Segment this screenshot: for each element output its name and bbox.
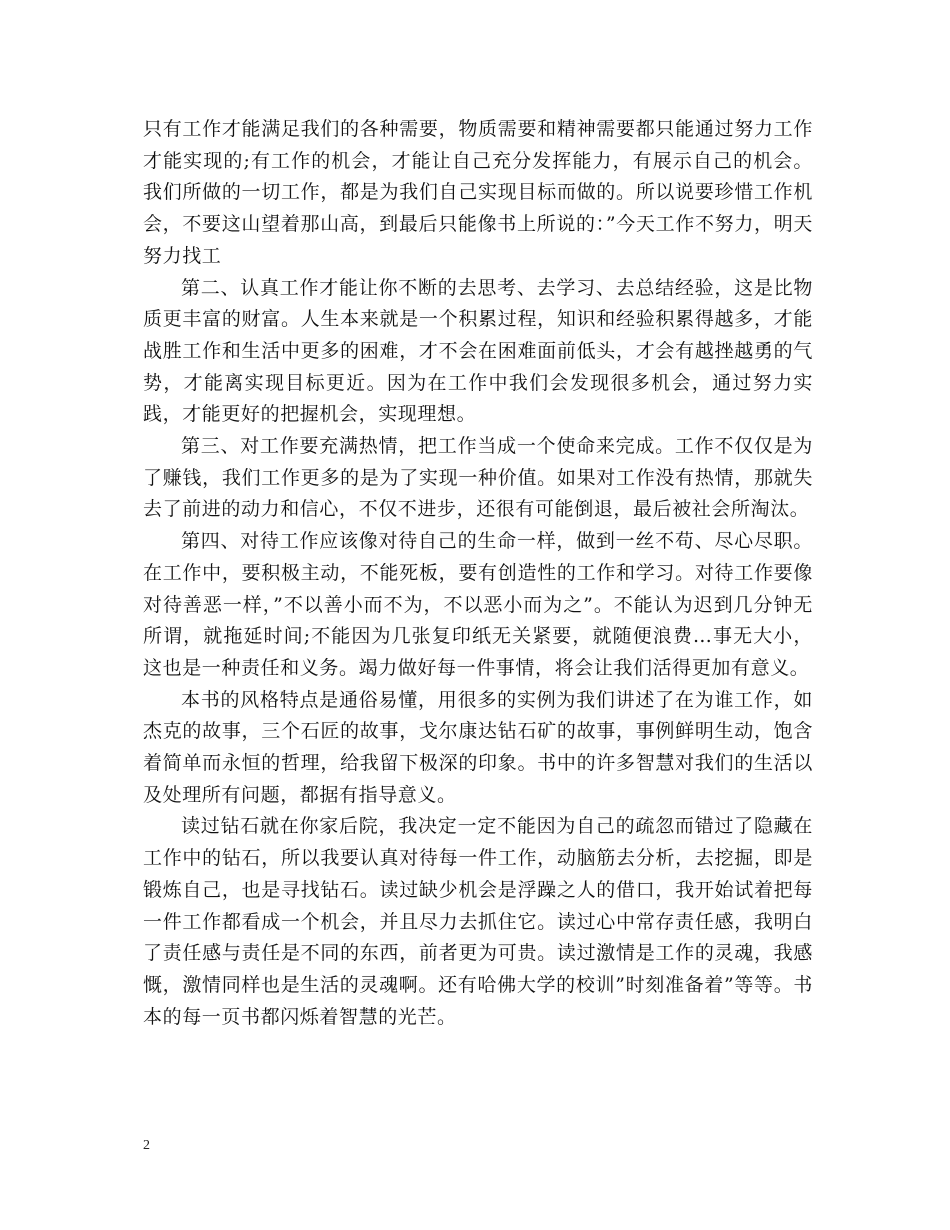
paragraph-5: 本书的风格特点是通俗易懂，用很多的实例为我们讲述了在为谁工作，如杰克的故事，三个石匠的故事，戈尔康达钻石矿的故事，事例鲜明生动，饱含着简单而永恒的哲理，给我留下极深的印象。书中的许多智慧对我们的生活以及处理所有问题，都据有指导意义。 xyxy=(143,688,813,806)
paragraph-2: 第二、认真工作才能让你不断的去思考、去学习、去总结经验，这是比物质更丰富的财富。人生本来就是一个积累过程，知识和经验积累得越多，才能战胜工作和生活中更多的困难，才不会在困难面前低头，才会有越挫越勇的气势，才能离实现目标更近。因为在工作中我们会发现很多机会，通过努力实践，才能更好的把握机会，实现理想。 xyxy=(143,276,813,426)
document-body xyxy=(143,114,813,1033)
paragraph-1: 只有工作才能满足我们的各种需要，物质需要和精神需要都只能通过努力工作才能实现的;有工作的机会，才能让自己充分发挥能力，有展示自己的机会。我们所做的一切工作，都是为我们自己实现目标而做的。所以说要珍惜工作机会，不要这山望着那山高，到最后只能像书上所说的：”今天工作不努力，明天努力找工 xyxy=(143,118,813,267)
paragraph-4: 第四、对待工作应该像对待自己的生命一样，做到一丝不苟、尽心尽职。在工作中，要积极主动，不能死板，要有创造性的工作和学习。对待工作要像对待善恶一样，”不以善小而不为，不以恶小而为之”。不能认为迟到几分钟无所谓，就拖延时间;不能因为几张复印纸无关紧要，就随便浪费…事无大小，这也是一种责任和义务。竭力做好每一件事情，将会让我们活得更加有意义。 xyxy=(143,530,813,679)
paragraph-6: 读过钻石就在你家后院，我决定一定不能因为自己的疏忽而错过了隐藏在工作中的钻石，所以我要认真对待每一件工作，动脑筋去分析，去挖掘，即是锻炼自己，也是寻找钻石。读过缺少机会是浮躁之人的借口，我开始试着把每一件工作都看成一个机会，并且尽力去抓住它。读过心中常存责任感，我明白了责任感与责任是不同的东西，前者更为可贵。读过激情是工作的灵魂，我感慨，激情同样也是生活的灵魂啊。还有哈佛大学的校训”时刻准备着”等等。书本的每一页书都闪烁着智慧的光芒。 xyxy=(143,815,813,1028)
page-number: 2 xyxy=(143,1138,150,1153)
paragraph-3: 第三、对工作要充满热情，把工作当成一个使命来完成。工作不仅仅是为了赚钱，我们工作更多的是为了实现一种价值。如果对工作没有热情，那就失去了前进的动力和信心，不仅不进步，还很有可能倒退，最后被社会所淘汰。 xyxy=(143,435,813,521)
